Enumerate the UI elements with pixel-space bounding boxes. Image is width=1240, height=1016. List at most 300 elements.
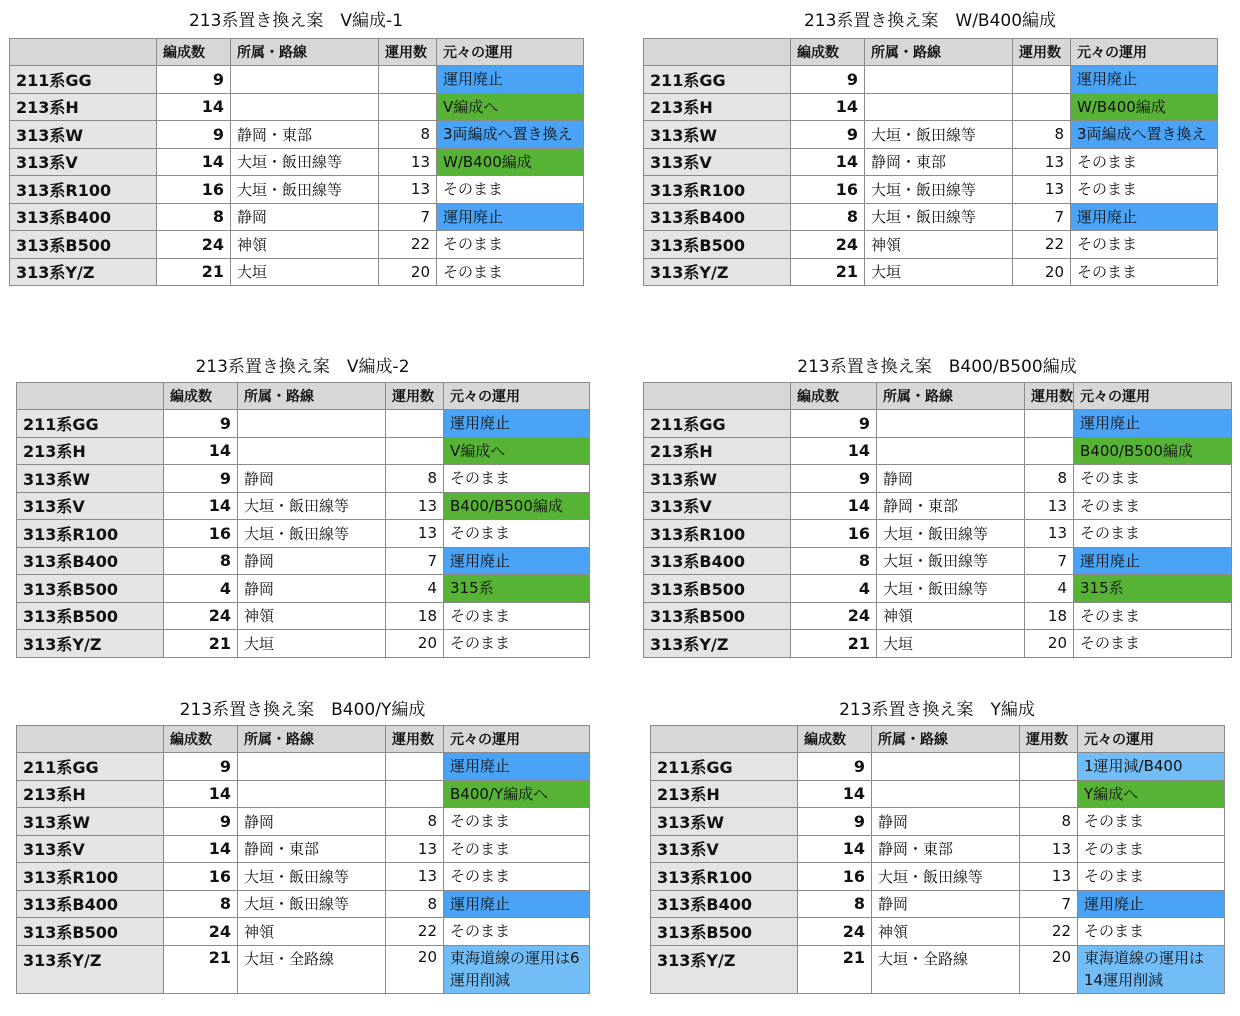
ops-cell: 7 <box>1020 890 1078 918</box>
table-row <box>10 121 584 149</box>
series-name-cell: 313系B400 <box>651 890 798 918</box>
table-row <box>17 780 590 808</box>
series-name-cell: 211系GG <box>10 66 157 94</box>
ops-cell <box>1013 66 1071 94</box>
ops-cell: 13 <box>1025 520 1074 548</box>
table-title: 213系置き換え案 V編成-2 <box>195 357 410 377</box>
count-cell: 8 <box>164 547 238 575</box>
header-row <box>17 383 590 410</box>
table-row <box>644 492 1232 520</box>
original-operation-cell: そのまま <box>444 630 590 658</box>
count-cell: 14 <box>164 835 238 863</box>
original-operation-cell: 運用廃止 <box>1074 410 1232 438</box>
count-cell: 14 <box>791 148 865 176</box>
column-header <box>17 383 164 410</box>
column-header: 所属・路線 <box>877 383 1025 410</box>
series-name-cell: 313系V <box>17 835 164 863</box>
table-row <box>644 465 1232 493</box>
original-operation-cell: 運用廃止 <box>444 753 590 781</box>
original-operation-cell: 運用廃止 <box>444 410 590 438</box>
count-cell: 9 <box>157 121 231 149</box>
original-operation-cell: そのまま <box>444 808 590 836</box>
line-cell <box>877 437 1025 465</box>
ops-cell: 13 <box>1020 863 1078 891</box>
original-operation-cell: Y編成へ <box>1078 780 1225 808</box>
ops-cell: 22 <box>1013 231 1071 259</box>
column-header: 編成数 <box>798 726 872 753</box>
table-row <box>651 780 1225 808</box>
series-name-cell: 313系R100 <box>17 863 164 891</box>
ops-cell <box>1025 437 1074 465</box>
fleet-table <box>16 382 590 658</box>
line-cell: 大垣・飯田線等 <box>865 203 1013 231</box>
table-row <box>17 863 590 891</box>
original-operation-cell: 運用廃止 <box>1071 66 1218 94</box>
ops-cell: 13 <box>386 863 444 891</box>
line-cell: 大垣・飯田線等 <box>231 148 379 176</box>
column-header: 所属・路線 <box>872 726 1020 753</box>
original-operation-cell: そのまま <box>1074 465 1232 493</box>
count-cell: 9 <box>164 465 238 493</box>
line-cell: 大垣 <box>231 258 379 286</box>
series-name-cell: 313系B500 <box>17 602 164 630</box>
count-cell: 8 <box>157 203 231 231</box>
line-cell: 神領 <box>238 918 386 946</box>
count-cell: 14 <box>157 148 231 176</box>
table-title: 213系置き換え案 V編成-1 <box>188 11 404 31</box>
table-title: 213系置き換え案 B400/Y編成 <box>179 700 426 720</box>
column-header: 編成数 <box>791 39 865 66</box>
series-name-cell: 313系B400 <box>644 203 791 231</box>
column-header: 運用数 <box>379 39 437 66</box>
table-row <box>10 203 584 231</box>
table-row <box>17 465 590 493</box>
line-cell: 静岡 <box>238 547 386 575</box>
count-cell: 24 <box>791 231 865 259</box>
ops-cell: 22 <box>386 918 444 946</box>
count-cell: 4 <box>791 575 877 603</box>
column-header <box>17 726 164 753</box>
count-cell: 4 <box>164 575 238 603</box>
ops-cell: 18 <box>386 602 444 630</box>
count-cell: 14 <box>157 93 231 121</box>
series-name-cell: 313系R100 <box>17 520 164 548</box>
line-cell: 大垣・飯田線等 <box>877 575 1025 603</box>
table-row <box>644 547 1232 575</box>
column-header <box>644 383 791 410</box>
original-operation-cell: そのまま <box>444 918 590 946</box>
original-operation-cell: B400/B500編成 <box>1074 437 1232 465</box>
line-cell: 大垣・飯田線等 <box>865 176 1013 204</box>
series-name-cell: 211系GG <box>17 410 164 438</box>
column-header: 運用数 <box>386 383 444 410</box>
column-header: 元々の運用 <box>1078 726 1225 753</box>
table-row <box>17 575 590 603</box>
ops-cell: 8 <box>1020 808 1078 836</box>
count-cell: 21 <box>157 258 231 286</box>
column-header: 元々の運用 <box>444 726 590 753</box>
ops-cell <box>1025 410 1074 438</box>
header-row <box>644 383 1232 410</box>
ops-cell: 7 <box>1025 547 1074 575</box>
table-row <box>651 890 1225 918</box>
series-name-cell: 313系B500 <box>644 602 791 630</box>
count-cell: 8 <box>798 890 872 918</box>
series-name-cell: 313系V <box>17 492 164 520</box>
line-cell: 大垣・飯田線等 <box>238 890 386 918</box>
series-name-cell: 213系H <box>644 437 791 465</box>
original-operation-cell: そのまま <box>1074 630 1232 658</box>
series-name-cell: 213系H <box>17 780 164 808</box>
line-cell: 静岡 <box>238 575 386 603</box>
original-operation-cell: 運用廃止 <box>444 890 590 918</box>
fleet-table <box>16 725 590 994</box>
count-cell: 14 <box>798 780 872 808</box>
ops-cell: 20 <box>1013 258 1071 286</box>
line-cell <box>872 753 1020 781</box>
count-cell: 9 <box>798 753 872 781</box>
count-cell: 14 <box>791 492 877 520</box>
line-cell: 静岡 <box>872 808 1020 836</box>
original-operation-cell: 3両編成へ置き換え <box>437 121 584 149</box>
column-header: 所属・路線 <box>238 726 386 753</box>
line-cell: 大垣・飯田線等 <box>231 176 379 204</box>
table-title: 213系置き換え案 B400/B500編成 <box>797 357 1077 377</box>
table-row <box>17 890 590 918</box>
header-row <box>651 726 1225 753</box>
count-cell: 14 <box>164 437 238 465</box>
original-operation-cell: そのまま <box>1071 176 1218 204</box>
count-cell: 9 <box>791 410 877 438</box>
column-header: 所属・路線 <box>231 39 379 66</box>
line-cell: 神領 <box>877 602 1025 630</box>
original-operation-cell: 運用廃止 <box>1074 547 1232 575</box>
column-header: 元々の運用 <box>1071 39 1218 66</box>
count-cell: 16 <box>791 520 877 548</box>
ops-cell: 7 <box>379 203 437 231</box>
series-name-cell: 213系H <box>10 93 157 121</box>
count-cell: 21 <box>791 258 865 286</box>
series-name-cell: 313系R100 <box>644 520 791 548</box>
line-cell: 神領 <box>872 918 1020 946</box>
original-operation-cell: 東海道線の運用は14運用削減 <box>1078 945 1225 993</box>
count-cell: 21 <box>164 945 238 993</box>
line-cell: 神領 <box>231 231 379 259</box>
original-operation-cell: W/B400編成 <box>437 148 584 176</box>
table-row <box>651 918 1225 946</box>
ops-cell: 13 <box>386 835 444 863</box>
count-cell: 8 <box>164 890 238 918</box>
table-row <box>644 203 1218 231</box>
series-name-cell: 313系R100 <box>10 176 157 204</box>
series-name-cell: 211系GG <box>651 753 798 781</box>
count-cell: 21 <box>164 630 238 658</box>
original-operation-cell: V編成へ <box>444 437 590 465</box>
table-row <box>17 520 590 548</box>
header-row <box>17 726 590 753</box>
count-cell: 21 <box>798 945 872 993</box>
series-name-cell: 313系V <box>644 148 791 176</box>
series-name-cell: 313系B500 <box>10 231 157 259</box>
count-cell: 9 <box>164 410 238 438</box>
fleet-table <box>9 38 584 286</box>
original-operation-cell: そのまま <box>437 258 584 286</box>
count-cell: 14 <box>164 492 238 520</box>
column-header: 元々の運用 <box>437 39 584 66</box>
line-cell: 静岡 <box>231 203 379 231</box>
header-row <box>10 39 584 66</box>
line-cell <box>865 66 1013 94</box>
ops-cell: 8 <box>386 890 444 918</box>
header-row <box>644 39 1218 66</box>
ops-cell <box>379 66 437 94</box>
ops-cell: 18 <box>1025 602 1074 630</box>
ops-cell: 20 <box>386 630 444 658</box>
count-cell: 8 <box>791 203 865 231</box>
series-name-cell: 313系W <box>644 465 791 493</box>
count-cell: 14 <box>791 437 877 465</box>
ops-cell: 13 <box>386 492 444 520</box>
column-header: 運用数 <box>1025 383 1074 410</box>
ops-cell: 22 <box>1020 918 1078 946</box>
series-name-cell: 313系B500 <box>651 918 798 946</box>
line-cell: 大垣・飯田線等 <box>865 121 1013 149</box>
column-header: 編成数 <box>164 726 238 753</box>
ops-cell: 13 <box>386 520 444 548</box>
series-name-cell: 313系W <box>17 465 164 493</box>
original-operation-cell: B400/B500編成 <box>444 492 590 520</box>
count-cell: 24 <box>798 918 872 946</box>
count-cell: 14 <box>798 835 872 863</box>
ops-cell <box>379 93 437 121</box>
line-cell <box>877 410 1025 438</box>
table-row <box>17 410 590 438</box>
series-name-cell: 313系W <box>10 121 157 149</box>
line-cell: 静岡 <box>238 808 386 836</box>
table-row <box>644 258 1218 286</box>
line-cell: 静岡・東部 <box>872 835 1020 863</box>
ops-cell: 8 <box>386 808 444 836</box>
line-cell: 静岡 <box>877 465 1025 493</box>
original-operation-cell: 3両編成へ置き換え <box>1071 121 1218 149</box>
ops-cell: 20 <box>386 945 444 993</box>
line-cell: 大垣・飯田線等 <box>877 520 1025 548</box>
ops-cell: 8 <box>1025 465 1074 493</box>
table-row <box>17 630 590 658</box>
series-name-cell: 313系Y/Z <box>17 630 164 658</box>
line-cell <box>238 780 386 808</box>
series-name-cell: 313系Y/Z <box>644 630 791 658</box>
column-header: 編成数 <box>164 383 238 410</box>
table-row <box>651 808 1225 836</box>
series-name-cell: 313系Y/Z <box>10 258 157 286</box>
line-cell: 大垣 <box>238 630 386 658</box>
table-row <box>644 575 1232 603</box>
series-name-cell: 313系R100 <box>644 176 791 204</box>
count-cell: 16 <box>798 863 872 891</box>
line-cell: 静岡 <box>238 465 386 493</box>
original-operation-cell: 315系 <box>444 575 590 603</box>
table-title: 213系置き換え案 Y編成 <box>839 700 1035 720</box>
ops-cell <box>386 410 444 438</box>
column-header: 所属・路線 <box>865 39 1013 66</box>
ops-cell: 13 <box>1013 176 1071 204</box>
line-cell: 大垣・全路線 <box>238 945 386 993</box>
line-cell <box>238 437 386 465</box>
line-cell <box>238 753 386 781</box>
series-name-cell: 211系GG <box>644 410 791 438</box>
original-operation-cell: W/B400編成 <box>1071 93 1218 121</box>
table-row <box>17 492 590 520</box>
line-cell: 静岡・東部 <box>877 492 1025 520</box>
table-row <box>644 148 1218 176</box>
table-row <box>17 945 590 993</box>
table-row <box>644 602 1232 630</box>
column-header <box>10 39 157 66</box>
original-operation-cell: そのまま <box>437 176 584 204</box>
fleet-table <box>643 38 1218 286</box>
count-cell: 16 <box>791 176 865 204</box>
table-row <box>10 231 584 259</box>
original-operation-cell: 1運用減/B400 <box>1078 753 1225 781</box>
series-name-cell: 313系V <box>644 492 791 520</box>
series-name-cell: 313系B400 <box>10 203 157 231</box>
series-name-cell: 313系B500 <box>644 231 791 259</box>
table-row <box>17 835 590 863</box>
series-name-cell: 213系H <box>17 437 164 465</box>
series-name-cell: 313系Y/Z <box>17 945 164 993</box>
ops-cell: 20 <box>379 258 437 286</box>
count-cell: 24 <box>164 918 238 946</box>
table-row <box>10 66 584 94</box>
original-operation-cell: そのまま <box>444 465 590 493</box>
table-row <box>10 148 584 176</box>
count-cell: 9 <box>791 66 865 94</box>
series-name-cell: 313系B500 <box>17 918 164 946</box>
ops-cell: 20 <box>1020 945 1078 993</box>
line-cell: 大垣・飯田線等 <box>238 863 386 891</box>
count-cell: 16 <box>164 863 238 891</box>
series-name-cell: 313系Y/Z <box>651 945 798 993</box>
series-name-cell: 313系V <box>651 835 798 863</box>
line-cell: 神領 <box>238 602 386 630</box>
table-row <box>17 602 590 630</box>
count-cell: 16 <box>164 520 238 548</box>
ops-cell: 22 <box>379 231 437 259</box>
line-cell: 静岡 <box>872 890 1020 918</box>
line-cell: 静岡・東部 <box>238 835 386 863</box>
ops-cell <box>386 780 444 808</box>
count-cell: 8 <box>791 547 877 575</box>
column-header: 運用数 <box>386 726 444 753</box>
series-name-cell: 213系H <box>644 93 791 121</box>
ops-cell: 7 <box>1013 203 1071 231</box>
line-cell: 静岡・東部 <box>231 121 379 149</box>
line-cell: 大垣 <box>877 630 1025 658</box>
series-name-cell: 313系W <box>651 808 798 836</box>
original-operation-cell: そのまま <box>444 520 590 548</box>
table-row <box>651 863 1225 891</box>
ops-cell: 13 <box>1025 492 1074 520</box>
original-operation-cell: そのまま <box>437 231 584 259</box>
original-operation-cell: そのまま <box>444 602 590 630</box>
original-operation-cell: 運用廃止 <box>437 203 584 231</box>
ops-cell: 13 <box>379 148 437 176</box>
ops-cell <box>1020 753 1078 781</box>
table-row <box>10 176 584 204</box>
series-name-cell: 313系Y/Z <box>644 258 791 286</box>
original-operation-cell: 運用廃止 <box>437 66 584 94</box>
table-row <box>17 753 590 781</box>
line-cell: 大垣・飯田線等 <box>872 863 1020 891</box>
ops-cell <box>1020 780 1078 808</box>
table-row <box>644 437 1232 465</box>
original-operation-cell: 315系 <box>1074 575 1232 603</box>
original-operation-cell: そのまま <box>1078 863 1225 891</box>
original-operation-cell: そのまま <box>1074 492 1232 520</box>
ops-cell: 8 <box>379 121 437 149</box>
original-operation-cell: 運用廃止 <box>1071 203 1218 231</box>
series-name-cell: 313系R100 <box>651 863 798 891</box>
original-operation-cell: そのまま <box>1071 231 1218 259</box>
table-row <box>651 753 1225 781</box>
original-operation-cell: そのまま <box>1078 918 1225 946</box>
ops-cell: 8 <box>386 465 444 493</box>
series-name-cell: 313系B400 <box>17 547 164 575</box>
ops-cell: 13 <box>1020 835 1078 863</box>
count-cell: 14 <box>164 780 238 808</box>
line-cell: 大垣・全路線 <box>872 945 1020 993</box>
line-cell: 大垣 <box>865 258 1013 286</box>
series-name-cell: 313系V <box>10 148 157 176</box>
count-cell: 16 <box>157 176 231 204</box>
table-row <box>644 66 1218 94</box>
table-row <box>644 520 1232 548</box>
series-name-cell: 313系B500 <box>644 575 791 603</box>
table-row <box>10 93 584 121</box>
original-operation-cell: そのまま <box>1078 808 1225 836</box>
line-cell <box>872 780 1020 808</box>
original-operation-cell: そのまま <box>1074 520 1232 548</box>
column-header: 所属・路線 <box>238 383 386 410</box>
original-operation-cell: そのまま <box>444 863 590 891</box>
original-operation-cell: 東海道線の運用は6運用削減 <box>444 945 590 993</box>
fleet-table <box>650 725 1225 994</box>
series-name-cell: 313系W <box>644 121 791 149</box>
ops-cell <box>1013 93 1071 121</box>
count-cell: 9 <box>791 465 877 493</box>
column-header <box>644 39 791 66</box>
line-cell <box>231 93 379 121</box>
column-header: 編成数 <box>157 39 231 66</box>
series-name-cell: 211系GG <box>644 66 791 94</box>
series-name-cell: 313系B500 <box>17 575 164 603</box>
column-header: 元々の運用 <box>1074 383 1232 410</box>
count-cell: 9 <box>164 753 238 781</box>
table-row <box>644 176 1218 204</box>
ops-cell: 13 <box>379 176 437 204</box>
line-cell: 大垣・飯田線等 <box>238 520 386 548</box>
series-name-cell: 213系H <box>651 780 798 808</box>
column-header: 編成数 <box>791 383 877 410</box>
table-row <box>651 945 1225 993</box>
series-name-cell: 313系B400 <box>644 547 791 575</box>
line-cell <box>238 410 386 438</box>
table-row <box>17 437 590 465</box>
series-name-cell: 313系B400 <box>17 890 164 918</box>
count-cell: 9 <box>164 808 238 836</box>
original-operation-cell: V編成へ <box>437 93 584 121</box>
